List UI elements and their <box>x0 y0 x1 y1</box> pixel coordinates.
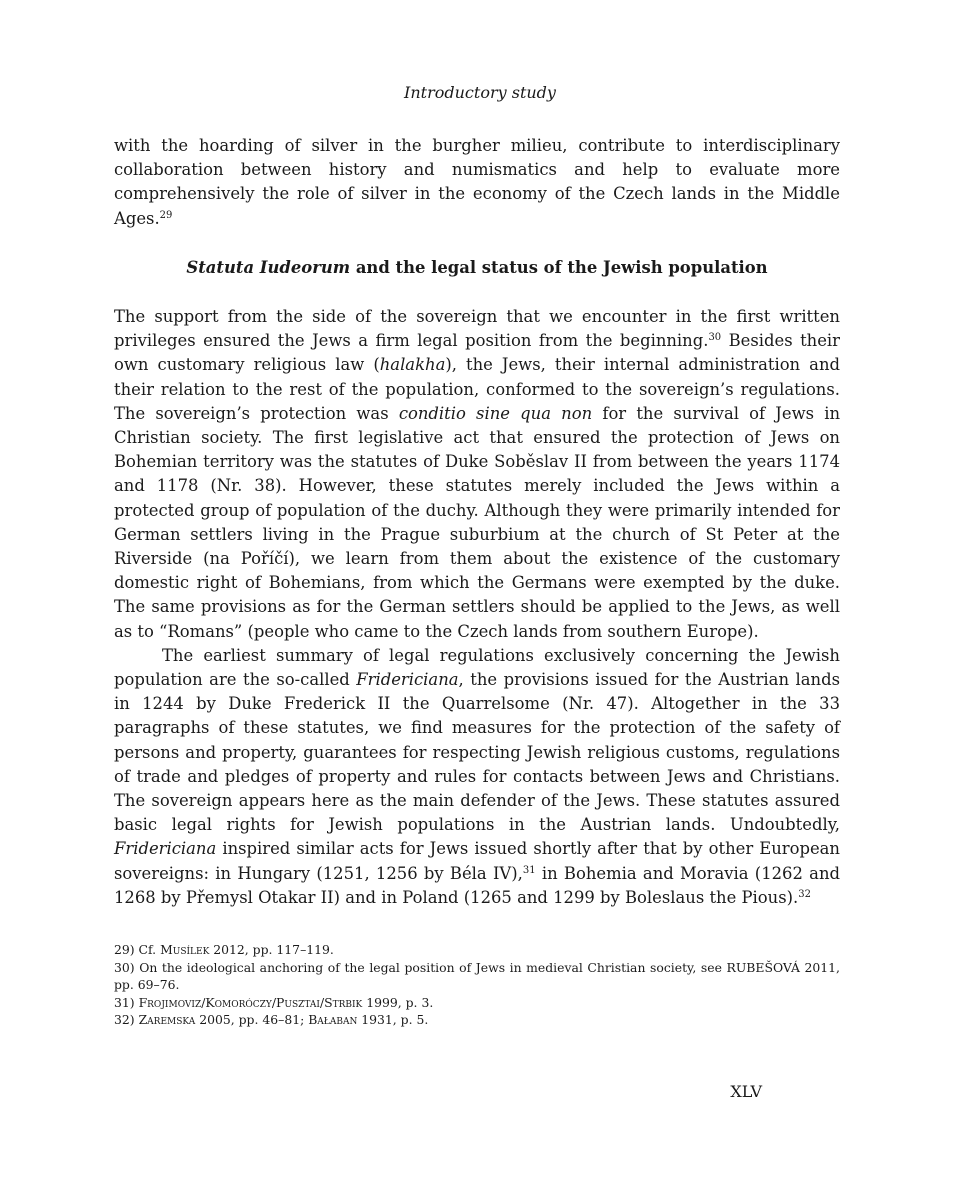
note-ref-32: 32 <box>798 888 811 900</box>
p1-text-1: The support from the side of the sovereign that we encounter in the first written privileges ensured the Jews a firm legal position from the beginning. <box>114 307 840 351</box>
p2-text-4: in Bohemia and Moravia (1262 and 1268 by Přemysl Otakar II) and in Poland (1265 and 1299 by Boleslaus the Pious). <box>114 863 840 907</box>
section-heading-italic: Statuta Iudeorum <box>186 258 351 277</box>
paragraph-1 <box>114 305 840 644</box>
footnote-31 <box>114 994 840 1012</box>
footnote-number: 31) <box>114 994 135 1010</box>
page-number: XLV <box>730 1082 762 1101</box>
section-heading <box>114 258 840 277</box>
carryover-text: with the hoarding of silver in the burgher milieu, contribute to interdisciplinary collaboration between history and numismatics and help to evaluate more comprehensively the role of silver in the economy of the Czech lands in the Middle Ages. <box>114 136 840 228</box>
p1-italic-1: halakha <box>379 355 446 375</box>
p1-text-2: Besides their own customary religious law ( <box>114 331 840 375</box>
footnote-author: Zaremska <box>138 1012 196 1028</box>
p2-text-3: inspired similar acts for Jews issued shortly after that by other European sovereigns: in Hungary (1251, 1256 by Béla IV), <box>114 839 840 883</box>
p1-text-3: ), the Jews, their internal administration and their relation to the rest of the population, conformed to the sovereign’s regulations. The sovereign’s protection was <box>114 355 840 423</box>
p1-text-4: for the survival of Jews in Christian society. The first legislative act that ensured the protection of Jews on Bohemian territory was the statutes of Duke Soběslav II from between the years 1174 and 1178 (Nr. 38). However, these statutes merely included the Jews within a protected group of population of the duchy. Although they were primarily intended for German settlers living in the Prague suburbium at the church of St Peter at the Riverside (na Poříčí), we learn from them about the existence of the customary domestic right of Bohemians, from which the Germans were exempted by the duke. The same provisions as for the German settlers should be applied to the Jews, as well as to “Romans” (people who came to the Czech lands from southern Europe). <box>114 403 841 641</box>
note-ref-31: 31 <box>522 864 536 876</box>
p2-italic-1: Fridericiana <box>356 670 459 690</box>
note-ref-29: 29 <box>159 209 173 221</box>
footnote-text: 1999, p. 3. <box>362 994 434 1010</box>
footnote-number: 32) <box>114 1012 135 1028</box>
footnote-text: On the ideological anchoring of the legal position of Jews in medieval Christian society, see RUBEŠOVÁ 2011, pp. 69–76. <box>114 959 840 993</box>
footnote-text: 2012, pp. 117–119. <box>209 942 334 957</box>
footnote-text: 1931, p. 5. <box>357 1012 429 1028</box>
footnote-32 <box>114 1011 840 1029</box>
footnote-30 <box>114 959 840 994</box>
body-text <box>114 305 840 910</box>
footnote-text: 2005, pp. 46–81; <box>195 1012 309 1028</box>
p2-italic-2: Fridericiana <box>114 839 217 859</box>
footnotes <box>114 941 840 1029</box>
p2-text-2: , the provisions issued for the Austrian lands in 1244 by Duke Frederick II the Quarrelsome (Nr. 47). Altogether in the 33 paragraphs of these statutes, we find measures for the protection of the safety of persons and property, guarantees for respecting Jewish religious customs, regulations of trade and pledges of property and rules for contacts between Jews and Christians. The sovereign appears here as the main defender of the Jews. These statutes assured basic legal rights for Jewish populations in the Austrian lands. Undoubtedly, <box>114 670 840 835</box>
footnote-29 <box>114 941 840 959</box>
paragraph-2 <box>114 644 840 910</box>
p1-italic-2: conditio sine qua non <box>398 403 593 423</box>
footnote-number: 29) <box>114 942 135 957</box>
note-ref-30: 30 <box>708 332 722 344</box>
footnote-author: Frojimoviz/Komoróczy/Pusztai/Strbik <box>138 994 363 1010</box>
footnote-author: Bałaban <box>308 1012 358 1028</box>
running-header: Introductory study <box>404 83 556 102</box>
p2-text-1: The earliest summary of legal regulations exclusively concerning the Jewish population are the so-called <box>114 645 840 690</box>
carryover-paragraph <box>114 134 840 231</box>
footnote-number: 30) <box>114 959 135 975</box>
section-heading-rest: and the legal status of the Jewish population <box>350 258 768 277</box>
footnote-author: Musílek <box>160 942 210 957</box>
footnote-text: Cf. <box>134 942 161 957</box>
